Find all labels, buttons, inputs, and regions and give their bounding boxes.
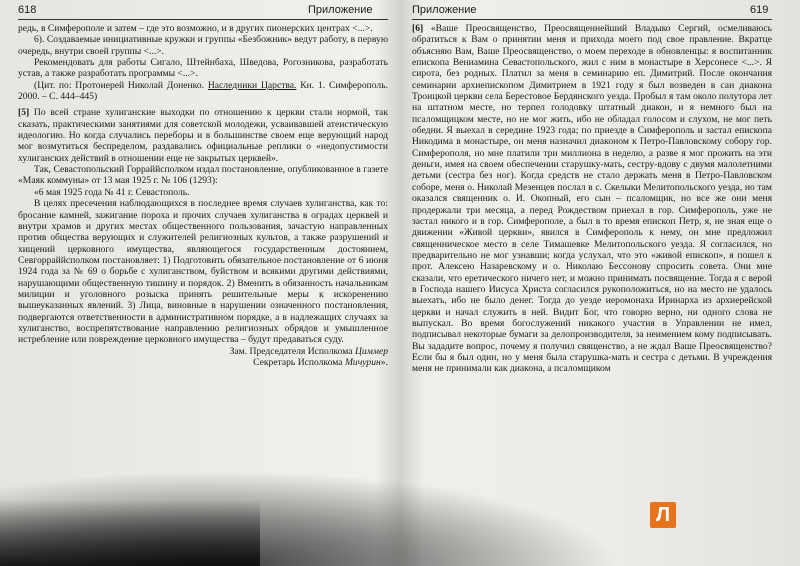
page-number-right: 619 <box>750 4 769 16</box>
section-5-text: По всей стране хулиганские выходки по отношению к церкви стали нормой, так сказать, практическими занятиями для советской молодежи, усваивавшей атеистическую идеологию. Но когда случались переборы и в большинстве своем еще верующий народ мог возмутиться беспределом, раздавались официальные реплики о «недопустимости хулиганских действий в отношении еще не закрытых церквей». <box>18 107 388 164</box>
right-page <box>400 0 800 566</box>
signature-2 <box>18 357 388 368</box>
section-6-text: «Ваше Преосвященство, Преосвященнейший Владыко Сергий, осмеливаюсь обратиться к Вам о принятии меня и прихода моего под свое правление. Вкратце объясняю Вам, Ваше Преосвященство, о моем переходе в обновленцы: я воспитанник епископа Вениамина Севастопольского, жил с ним в монастыре в Херсонесе <...>. Я сирота, без родных. Платил за меня в семинарию еп. Димитрий. После окончания семинарии архиепископом Димитрием в 1921 году я был возведен в сан диакона Троицкой церкви села Берестовое Бердянского уезда. Пробыл я там около полутора лет на штатном месте, но терпел голодовку штатный диакон, и я немного был на псаломщицком месте, но не мог жить, ибо не обладал голосом и слухом, не мог петь обедни. Я выехал в середине 1923 года; по приезде в Симферополь и застал епископа Никодима в монастыре, он меня назначил диаконом к Петро-Павловскому собору гор. Симферополя, но мне платили три миллиона в неделю, а разве я мог прожить на эти деньги, имея на своем обеспечении старушку-мать, сестру-вдову с двумя малолетними детьми (сестра без ног). Когда средств не стало держать меня в Петро-Павловском соборе, меня о. Николай Мезенцев послал в с. Скелыки Мелитопольского уезда, но там оказался священник о. И. Окопный, его сын – псаломщик, но все же они меня продержали три месяца, а перед Рождеством приехал в гор. Симферополь, уже не застал никого и в гор. Симферополе, а был в то время епископ Петр, я, не зная еще о движении «Живой церкви», явился в Симферополь к нему, он мне предложил священническое место в селе Тимашевке Мелитопольского уезда. Я согласился, но предварительно не мог узнавши; когда услухал, что это «живой епископ», я пошел к прот. Алексею Назаревскому и о. Николаю Бессонову спросить совета. Они мне сказали, что еретического ничего нет, и можно принимать посвящение. Тогда я с верой в Господа нашего Иисуса Христа согласился рукоположиться, но на место не удалось выехать, ибо не было денег. Тогда до уезде иеромонаха Иринарха из архиерейской церкви и начал служить в ней. Видит Бог, что говорю верно, ни одного слова не выпускал. Во время богослужений никакого участия в Управлении не имел, подписывал некоторые бумаги за делопроизводителя, за неимением кому подписывать. Вы зададите вопрос, почему я получил священство, а не ждал Ваше Преосвященство? Если бы я был один, но у меня была старушка-мать и сестра с детьми. В учреждения меня не принимали как диакона, а псаломщиком <box>412 23 772 375</box>
publisher-logo-icon: Л <box>650 502 676 528</box>
header-rule-left <box>18 19 388 20</box>
section-6-paragraph <box>412 23 772 375</box>
scan-shadow-corner <box>0 500 260 566</box>
citation <box>18 80 388 103</box>
section-5-marker: [5] <box>18 107 30 119</box>
running-head-left: Приложение <box>308 4 373 16</box>
signature-1-title: Зам. Председателя Исполкома <box>229 345 353 357</box>
signature-2-suffix: ». <box>380 356 388 368</box>
signature-2-title: Секретарь Исполкома <box>253 356 343 368</box>
left-page-body <box>18 23 388 368</box>
citation-prefix: (Цит. по: Протоиерей Николай Доненко. <box>34 79 205 91</box>
continued-paragraph: редь, в Симферополе и затем – где это возможно, и в других пионерских центрах <...>. <box>18 23 373 34</box>
citation-suffix: Кн. 1. Симферополь. 2000. – С. 444–445) <box>18 79 388 103</box>
section-5-paragraph <box>18 107 388 164</box>
citation-title: Наследники Царства. <box>207 79 297 91</box>
signature-2-name: Мичурин <box>344 356 381 368</box>
section-5-paragraph-2: Так, Севастопольский Горраййсполком издал постановление, опубликованное в газете «Маяк коммуны» от 13 мая 1925 г. № 106 (1293): <box>18 164 388 187</box>
signature-1 <box>18 346 388 357</box>
header-rule-right <box>412 19 772 20</box>
running-head-right: Приложение <box>412 4 477 16</box>
decree-date: «6 мая 1925 года № 41 г. Севастополь. <box>34 186 190 198</box>
right-page-body <box>412 23 772 375</box>
recommend-paragraph: Рекомендовать для работы Сигало, Штейнбаха, Шведова, Рогозникова, разработать устав, а также разработать программы <...>. <box>18 57 388 80</box>
item-6-paragraph: 6). Создаваемые инициативные кружки и группы «Безбожник» ведут работу, в первую очередь, внутри своей группы <...>. <box>18 34 388 57</box>
decree-body: В целях пресечения наблюдающихся в последнее время случаев хулиганства, как то: бросание камней, зажигание пороха и прочих случаев хулиганства в оградах церквей и внутри храмов и других местах общественного пользования, зачастую направленных против общества верующих и служителей религиозных культов, а также разрушений и хищений церковного имущества, являющегося государственным достоянием, Севгорраййсполком постановляет: 1) Подготовить обязательное постановление от 6 июня 1924 года за № 69 о борьбе с хулиганством, буйством и всякими другими действиями, нарушающими общественную тишину и порядок. 2) Вменить в обязанность начальникам милиции и уголовного розыска принять решительные меры к искоренению вышеуказанных явлений. 3) Лица, виновные в нарушении означенного постановления, подвергаются ответственности в административном порядке, а в надлежащих случаях за хулиганство, воспрепятствование направлению религиозных обрядов и умышленное истребление или повреждение церковного имущества – будут предаваться суду. <box>18 198 388 346</box>
section-6-marker: [6] <box>412 23 424 34</box>
signature-1-name: Циммер <box>354 345 388 357</box>
page-number-left: 618 <box>18 4 37 16</box>
